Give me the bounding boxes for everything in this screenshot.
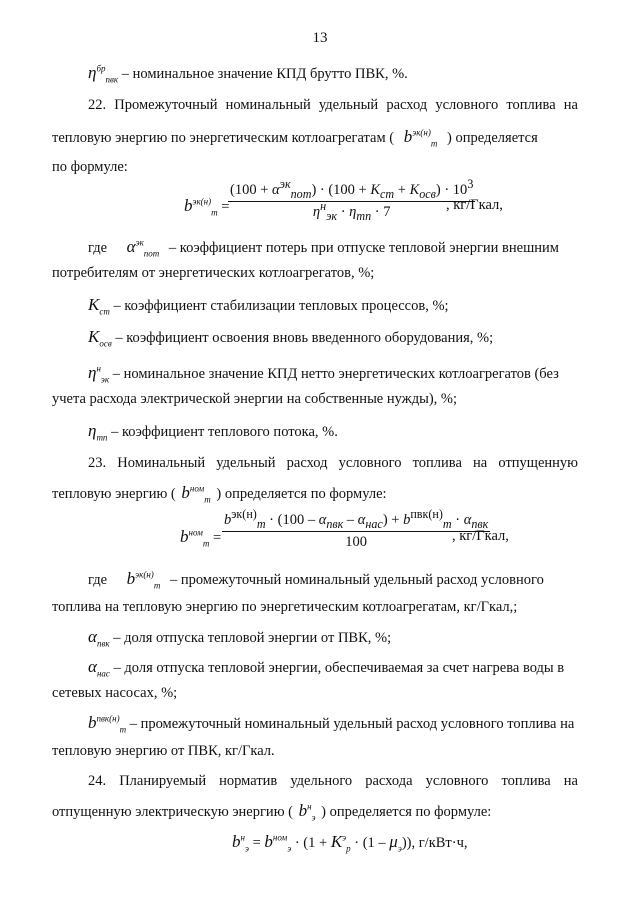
formula-2-numerator: $b^{эк(н)}_т \cdot (100 - \alpha_{пвк} - \alpha_{нас}) + b^{пвк(н)}_т \cdot \alpha_{пвк}$ — [224, 507, 489, 531]
where-b-pvk: $b^{пвк(н)}_т$ – промежуточный номинальный удельный расход условного топлива на — [88, 713, 575, 735]
where-alpha-nas: $\alpha_{нас}$ – доля отпуска тепловой энергии, обеспечиваемая за счет нагрева воды в — [88, 657, 565, 679]
formula-2-unit: , кг/Гкал, — [452, 528, 509, 544]
symbol-b-e-n: $b^н_э$ — [298, 801, 316, 823]
where-alpha-pot: где $\alpha^{эк}_{пот}$ – коэффициент потерь при отпуске тепловой энергии внешним — [88, 237, 559, 259]
symbol-k-st: $K_{ст}$ — [88, 295, 110, 317]
formula-1-numerator: $(100 + \alpha^{эк}_{пот}) \cdot (100 + K_{ст} + K_{осв}) \cdot 10^3$ — [230, 177, 474, 201]
where-alpha-pot-line-2: потребителям от энергетических котлоагрегатов, %; — [52, 265, 375, 281]
where-b-ek-line-2: топлива на тепловую энергию по энергетическим котлоагрегатам, кг/Гкал,; — [52, 599, 518, 615]
where-eta-ek: $\eta^н_{эк}$ – номинальное значение КПД нетто энергетических котлоагрегатов (без — [88, 363, 559, 385]
formula-2-lhs: $b^{ном}_т$ = — [180, 527, 222, 549]
symbol-eta-ek: $\eta^н_{эк}$ — [88, 363, 110, 385]
where-b-pvk-line-2: тепловую энергию от ПВК, кг/Гкал. — [52, 743, 275, 759]
formula-3: $b^н_э = b^{ном}_э \cdot (1 + K^э_р \cdot (1 - \mu_э))$, г/кВт·ч, — [232, 832, 468, 854]
item-24-line-2: отпущенную электрическую энергию ( $b^н_э$ ) определяется по формуле: — [52, 801, 492, 823]
item-24-line-1: 24. Планируемый норматив удельного расхода условного топлива на — [88, 773, 578, 789]
item-22-line-2: тепловую энергию по энергетическим котлоагрегатам ( $b^{эк(н)}_т$ ) определяется — [52, 127, 538, 149]
where-eta-ek-line-2: учета расхода электрической энергии на собственные нужды), %; — [52, 391, 458, 407]
symbol-eta-pvk: $\eta^{бр}_{пвк}$ — [88, 63, 119, 85]
item-23-line-2: тепловую энергию ( $b^{ном}_т$ ) определяется по формуле: — [52, 483, 387, 505]
symbol-alpha-pvk: $\alpha_{пвк}$ — [88, 627, 110, 649]
item-23-line-1: 23. Номинальный удельный расход условного топлива на отпущенную — [88, 455, 578, 471]
item-22-line-3: по формуле: — [52, 159, 128, 175]
formula-2-denominator: 100 — [345, 534, 367, 550]
formula-1-lhs: $b^{эк(н)}_т$ = — [184, 196, 230, 218]
where-k-st: $K_{ст}$ – коэффициент стабилизации тепловых процессов, %; — [88, 295, 449, 317]
definition-eta-pvk: $\eta^{бр}_{пвк}$ – номинальное значение КПД брутто ПВК, %. — [88, 63, 408, 85]
where-alpha-pvk: $\alpha_{пвк}$ – доля отпуска тепловой энергии от ПВК, %; — [88, 627, 392, 649]
symbol-b-ek-2: $b^{эк(н)}_т$ — [126, 569, 161, 591]
symbol-alpha-pot: $\alpha^{эк}_{пот}$ — [126, 237, 160, 259]
formula-1-unit: , кг/Гкал, — [446, 197, 503, 213]
symbol-b-nom: $b^{ном}_т$ — [181, 483, 211, 505]
formula-1-denominator: $\eta^н_{эк} \cdot \eta_{тп} \cdot 7$ — [312, 199, 391, 223]
where-eta-tp: $\eta_{тп}$ – коэффициент теплового потока, %. — [88, 421, 338, 443]
symbol-k-osv: $K_{осв}$ — [88, 327, 112, 349]
where-k-osv: $K_{осв}$ – коэффициент освоения вновь введенного оборудования, %; — [88, 327, 494, 349]
where-b-ek: где $b^{эк(н)}_т$ – промежуточный номинальный удельный расход условного — [88, 569, 544, 591]
where-alpha-nas-line-2: сетевых насосах, %; — [52, 685, 178, 701]
formula-2-fraction — [222, 507, 490, 551]
symbol-b-pvk: $b^{пвк(н)}_т$ — [88, 713, 127, 735]
page-number: 13 — [312, 30, 328, 46]
symbol-alpha-nas: $\alpha_{нас}$ — [88, 657, 110, 679]
symbol-eta-tp: $\eta_{тп}$ — [88, 421, 108, 443]
symbol-b-ek: $b^{эк(н)}_т$ — [403, 127, 438, 149]
formula-1-fraction — [228, 177, 475, 223]
item-22-line-1: 22. Промежуточный номинальный удельный расход условного топлива на — [88, 97, 578, 113]
